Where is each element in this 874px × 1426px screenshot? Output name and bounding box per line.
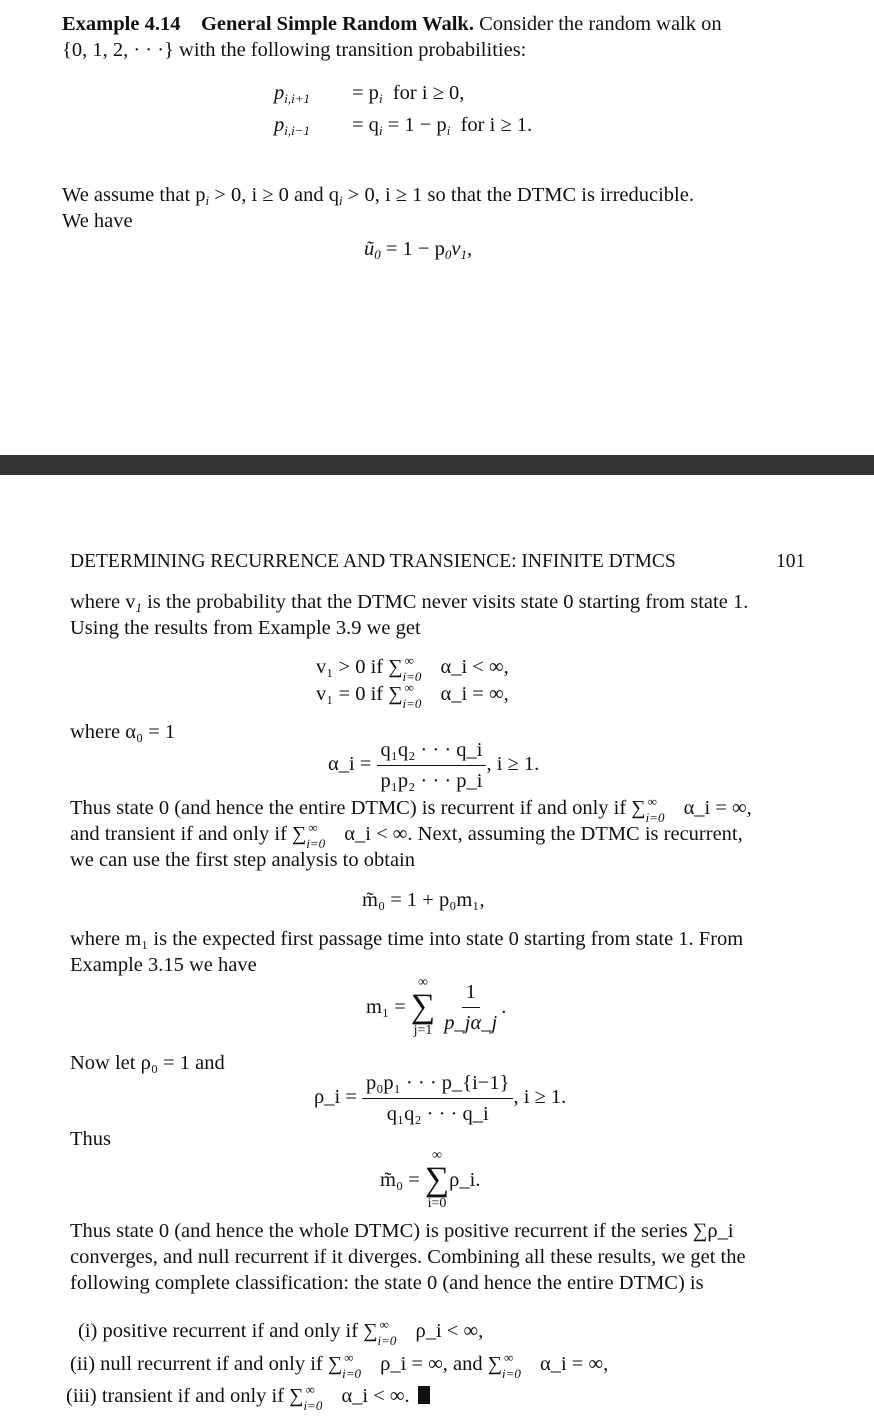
case2-text: v₁ = 0 if (316, 683, 384, 705)
qed-square-icon (418, 1386, 430, 1404)
rho-den: q₁q₂ · · · q_i (386, 1103, 489, 1125)
rho-intro: Now let ρ₀ = 1 and (70, 1052, 225, 1074)
page-divider (0, 455, 874, 475)
transition-eq-2 (274, 112, 310, 144)
classification-item-1: (i) positive recurrent if and only if ∑ ∞ i=0 ρ_i < ∞, (78, 1318, 483, 1344)
para3-line2: Example 3.15 we have (70, 954, 257, 976)
u0-equation: $ũ_0 = 1 - p_0v_1$, (364, 238, 473, 262)
para3-line1: where m₁ is the expected first passage time into state 0 starting from state 1. From (70, 928, 744, 950)
item2-tail: α_i = ∞, (539, 1353, 609, 1375)
sum-top: ∞ (308, 820, 318, 835)
rho-cond: , i ≥ 1. (513, 1086, 567, 1109)
intro-text-2: with the following transition probabilities: (179, 39, 527, 61)
item1-tail: ρ_i < ∞, (415, 1320, 484, 1342)
para4-line3: following complete classification: the state 0 (and hence the entire DTMC) is (70, 1272, 704, 1294)
eq1-cond: for i ≥ 0, (392, 82, 465, 104)
m0b-sum: ∞ ∑ i=0 (424, 1148, 450, 1211)
sum-top: ∞ (404, 653, 414, 668)
p1-a: where v (70, 591, 136, 613)
para2-line3: we can use the first step analysis to obtain (70, 849, 415, 871)
assumption-line: We assume that $p_i > 0$, i ≥ 0 and $q_i > 0$, i ≥ 1 so that the DTMC is irreducible. (62, 184, 694, 208)
u0-end: , (466, 238, 473, 260)
we-have: We have (62, 210, 133, 232)
sum-bottom: i=0 (306, 836, 326, 851)
classification-item-2: (ii) null recurrent if and only if ∑ ∞ i=0 ρ_i = ∞, and ∑ ∞ i=0 α_i = ∞, (70, 1351, 608, 1377)
item2-mid: ρ_i = ∞, and (380, 1353, 483, 1375)
intro-line-2 (62, 37, 526, 63)
sum-bottom: i=0 (402, 669, 422, 684)
para2-line2: and transient if and only if ∑ ∞ i=0 α_i < ∞. Next, assuming the DTMC is recurrent, (70, 821, 743, 847)
para1-line2: Using the results from Example 3.9 we get (70, 617, 421, 639)
p1-b: is the probability that the DTMC never visits state 0 starting from state 1. (147, 591, 749, 613)
sum-bottom: i=0 (402, 696, 422, 711)
sum-bottom: i=0 (427, 1196, 447, 1211)
example-title: General Simple Random Walk. (200, 13, 474, 35)
m1-fraction (440, 979, 501, 1036)
where-alpha0: where α₀ = 1 (70, 721, 176, 743)
example-number: Example 4.14 (62, 13, 181, 35)
p2-b: and transient if and only if (70, 823, 287, 845)
sum-top: ∞ (379, 1317, 389, 1332)
classification-item-3: (iii) transient if and only if ∑ ∞ i=0 α_i < ∞. (66, 1383, 430, 1409)
sum-bottom: i=0 (645, 810, 665, 825)
m1-equation (366, 975, 506, 1039)
rho-equation (314, 1070, 566, 1127)
running-head: DETERMINING RECURRENCE AND TRANSIENCE: INFINITE DTMCS (70, 551, 676, 572)
item3-tail: α_i < ∞. (341, 1385, 410, 1407)
sum-top: ∞ (305, 1382, 315, 1397)
m0b-lhs: m̃₀ = (380, 1169, 420, 1191)
m1-end: . (501, 996, 507, 1018)
u0-lhs: ũ (364, 238, 375, 260)
para2-line1: Thus state 0 (and hence the entire DTMC) is recurrent if and only if ∑ ∞ i=0 α_i = ∞, (70, 795, 752, 821)
u0-v: v (451, 238, 461, 260)
eq1-sub: i,i+1 (284, 91, 310, 106)
m0-equation: m̃₀ = 1 + p₀m₁, (362, 889, 485, 911)
transition-eq-1 (274, 80, 310, 112)
eq2-rhs: = q (352, 114, 379, 136)
para4-line1: Thus state 0 (and hence the whole DTMC) is positive recurrent if the series ∑ρ_i (70, 1220, 734, 1242)
sum-top: ∞ (404, 680, 414, 695)
sum-top: ∞ (418, 975, 429, 990)
u0-rhs: = 1 − p (385, 238, 445, 260)
alpha-num: q₁q₂ · · · q_i (377, 737, 487, 766)
eq1-rhs: = p (352, 82, 379, 104)
case2-tail: α_i = ∞, (440, 683, 509, 705)
transition-eq-1-rhs: = $p_i$ for i ≥ 0, (352, 82, 465, 106)
sum-bottom: i=0 (501, 1366, 521, 1381)
example-heading-line (62, 11, 722, 37)
eq2-mid: = 1 − p (387, 114, 447, 136)
m1-num: 1 (462, 979, 480, 1008)
alpha-den: p₁p₂ · · · p_i (380, 770, 483, 792)
sum-bottom: j=1 (413, 1023, 433, 1038)
sum-bottom: i=0 (342, 1366, 362, 1381)
eq2-sub: i,i−1 (284, 123, 310, 138)
we-have-line (62, 208, 133, 234)
thus-label: Thus (70, 1128, 111, 1150)
sum-bottom: i=0 (377, 1333, 397, 1348)
p2-a: Thus state 0 (and hence the entire DTMC) is recurrent if and only if (70, 797, 627, 819)
sum-top: ∞ (432, 1148, 443, 1163)
m1-den: p_jα_j (444, 1011, 498, 1034)
p2-b-tail: α_i < ∞. Next, assuming the DTMC is recurrent, (344, 823, 743, 845)
transition-eq-2-rhs: = $q_i = 1 - p_i$ for i ≥ 1. (352, 114, 533, 138)
eq1-lhs: p (274, 82, 285, 104)
sum-top: ∞ (344, 1350, 354, 1365)
eq2-lhs: p (274, 114, 285, 136)
para1-line1: where $v_1$ is the probability that the DTMC never visits state 0 starting from state 1. (70, 591, 749, 615)
sum-top: ∞ (647, 794, 657, 809)
state-set: {0, 1, 2, · · ·} (62, 39, 174, 61)
item2-text: (ii) null recurrent if and only if (70, 1353, 323, 1375)
case1-tail: α_i < ∞, (440, 656, 509, 678)
rho-fraction (362, 1070, 513, 1127)
m0b-tail: ρ_i. (449, 1169, 481, 1191)
alpha-equation (328, 737, 539, 794)
intro-text: Consider the random walk on (479, 13, 722, 35)
para4-line2: converges, and null recurrent if it diverges. Combining all these results, we get the (70, 1246, 746, 1268)
rho-lhs: ρ_i = (314, 1086, 357, 1109)
alpha-cond: , i ≥ 1. (486, 753, 540, 776)
item3-text: (iii) transient if and only if (66, 1385, 285, 1407)
rho-num: p₀p₁ · · · p_{i−1} (362, 1070, 513, 1099)
sum-bottom: i=0 (303, 1398, 323, 1413)
p2-a-tail: α_i = ∞, (683, 797, 752, 819)
m1-lhs: m₁ = (366, 996, 406, 1018)
sum-top: ∞ (503, 1350, 514, 1365)
page-number: 101 (776, 551, 806, 572)
item1-text: (i) positive recurrent if and only if (78, 1320, 359, 1342)
eq2-cond: for i ≥ 1. (460, 114, 533, 136)
case-1: v₁ > 0 if ∑ ∞ i=0 α_i < ∞, (316, 654, 509, 680)
assume-1: We assume that p (62, 184, 206, 206)
m1-sum: ∞ ∑ j=1 (410, 975, 436, 1038)
case-2: v₁ = 0 if ∑ ∞ i=0 α_i = ∞, (316, 681, 509, 707)
case1-text: v₁ > 0 if (316, 656, 384, 678)
assume-3: > 0, i ≥ 1 so that the DTMC is irreducible. (347, 184, 694, 206)
m0-sum-equation (380, 1148, 480, 1212)
assume-2: > 0, i ≥ 0 and q (214, 184, 340, 206)
alpha-lhs: α_i = (328, 753, 372, 776)
alpha-fraction (377, 737, 487, 794)
